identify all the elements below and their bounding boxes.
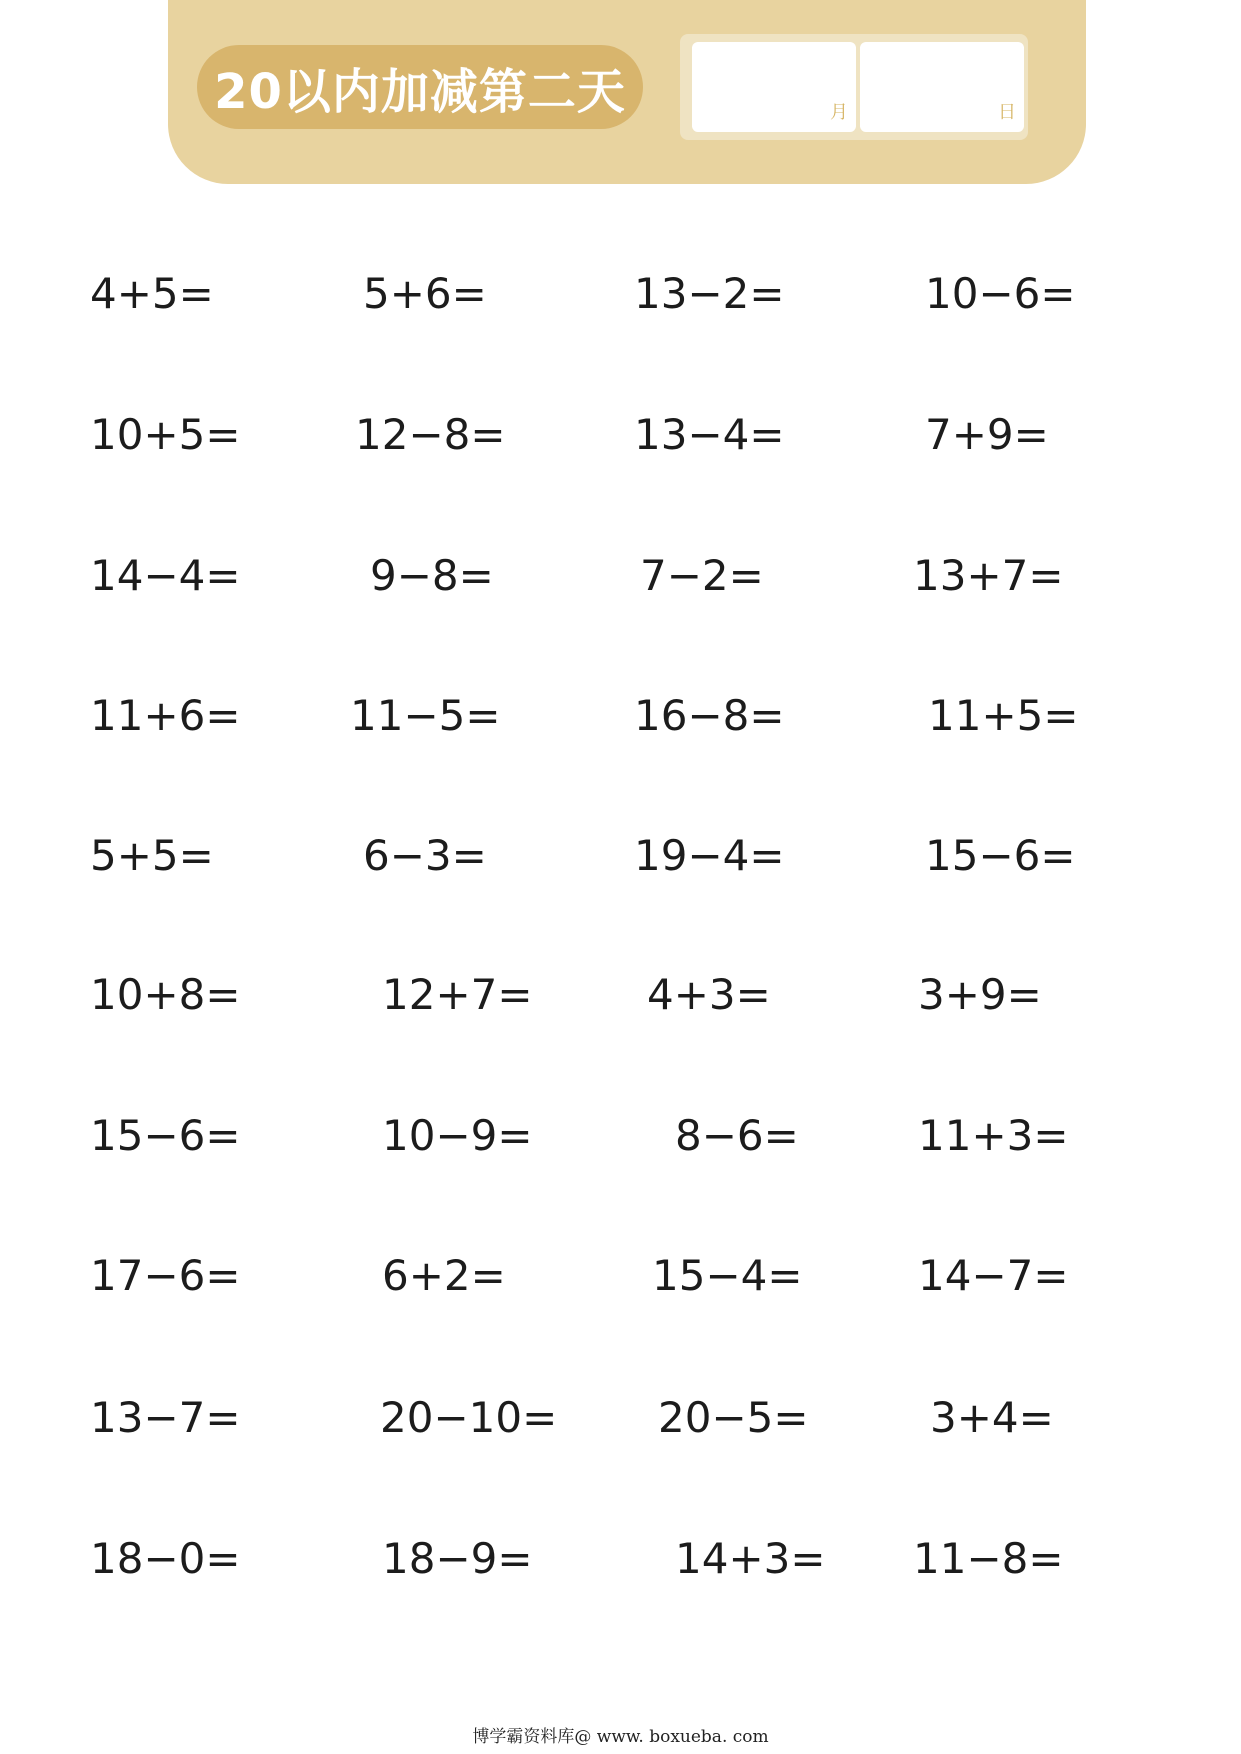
month-field[interactable] (692, 42, 856, 132)
math-problem: 17−6= (90, 1251, 241, 1300)
math-problem: 11−8= (913, 1534, 1064, 1583)
math-problem: 15−6= (90, 1111, 241, 1160)
math-problem: 18−0= (90, 1534, 241, 1583)
math-problem: 10+8= (90, 970, 241, 1019)
math-problem: 13+7= (913, 551, 1064, 600)
math-problem: 11+6= (90, 691, 241, 740)
math-problem: 9−8= (370, 551, 494, 600)
math-problem: 11+5= (928, 691, 1079, 740)
math-problem: 7−2= (640, 551, 764, 600)
math-problem: 10+5= (90, 410, 241, 459)
math-problem: 7+9= (925, 410, 1049, 459)
math-problem: 4+3= (647, 970, 771, 1019)
math-problem: 16−8= (634, 691, 785, 740)
math-problem: 13−7= (90, 1393, 241, 1442)
date-panel (680, 34, 1028, 140)
math-problem: 5+5= (90, 831, 214, 880)
math-problem: 13−2= (634, 269, 785, 318)
page-title: 20以内加减第二天 (214, 63, 626, 120)
math-problem: 14−4= (90, 551, 241, 600)
math-problem: 14+3= (675, 1534, 826, 1583)
math-problem: 10−6= (925, 269, 1076, 318)
math-problem: 3+4= (930, 1393, 1054, 1442)
title-pill (197, 45, 643, 129)
math-problem: 11+3= (918, 1111, 1069, 1160)
math-problem: 12−8= (355, 410, 506, 459)
math-problem: 14−7= (918, 1251, 1069, 1300)
math-problem: 4+5= (90, 269, 214, 318)
day-field[interactable] (860, 42, 1024, 132)
math-problem: 8−6= (675, 1111, 799, 1160)
math-problem: 6−3= (363, 831, 487, 880)
math-problem: 13−4= (634, 410, 785, 459)
math-problem: 5+6= (363, 269, 487, 318)
math-problem: 18−9= (382, 1534, 533, 1583)
math-problem: 20−5= (658, 1393, 809, 1442)
math-problem: 11−5= (350, 691, 501, 740)
math-problem: 10−9= (382, 1111, 533, 1160)
math-problem: 15−4= (652, 1251, 803, 1300)
month-label: 月 (830, 102, 848, 123)
day-label: 日 (998, 102, 1016, 123)
math-problem: 12+7= (382, 970, 533, 1019)
footer-watermark: 博学霸资料库@ www. boxueba. com (472, 1727, 769, 1747)
math-problem: 3+9= (918, 970, 1042, 1019)
math-problem: 19−4= (634, 831, 785, 880)
math-problem: 15−6= (925, 831, 1076, 880)
math-problem: 20−10= (380, 1393, 558, 1442)
math-problem: 6+2= (382, 1251, 506, 1300)
